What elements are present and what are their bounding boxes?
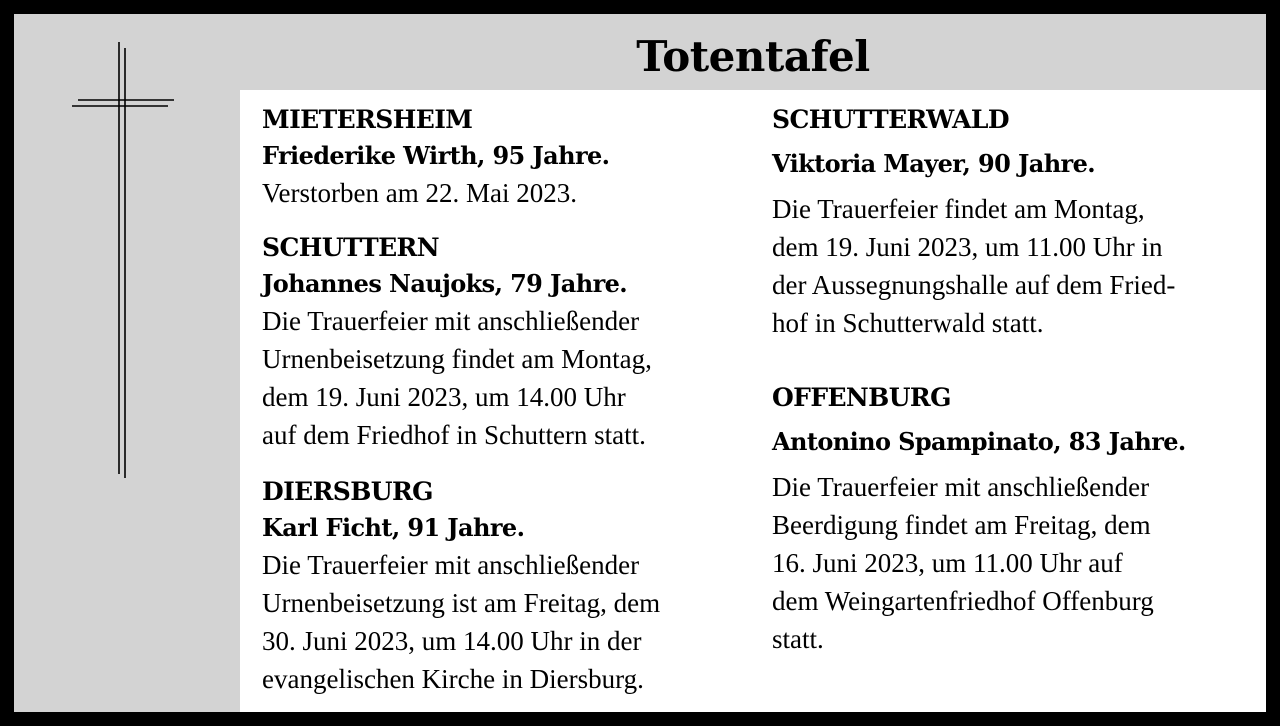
entry-text-line: Die Trauerfeier mit anschließender: [772, 472, 1150, 502]
entry-text-line: Die Trauerfeier mit anschließender: [262, 306, 640, 336]
obituary-panel: [14, 14, 1266, 712]
obituary-entry: [772, 380, 1252, 658]
entry-text-line: 30. Juni 2023, um 14.00 Uhr in der: [262, 626, 642, 656]
entry-text-line: hof in Schutterwald statt.: [772, 308, 1044, 338]
deceased-name: Antonino Spampinato, 83 Jahre.: [772, 427, 1186, 456]
deceased-name: Friederike Wirth, 95 Jahre.: [262, 141, 610, 170]
entry-text-line: Verstorben am 22. Mai 2023.: [262, 178, 577, 208]
entry-text-line: dem 19. Juni 2023, um 11.00 Uhr in: [772, 232, 1163, 262]
place-heading: SCHUTTERWALD: [772, 105, 1009, 134]
entry-text-line: Beerdigung findet am Freitag, dem: [772, 510, 1151, 540]
cross-icon-graphic: [70, 42, 180, 482]
entry-text-line: dem Weingartenfriedhof Offenburg: [772, 586, 1154, 616]
deceased-name: Karl Ficht, 91 Jahre.: [262, 513, 525, 542]
deceased-name: Johannes Naujoks, 79 Jahre.: [262, 269, 628, 298]
deceased-name: Viktoria Mayer, 90 Jahre.: [772, 149, 1096, 178]
entry-text-line: evangelischen Kirche in Diersburg.: [262, 664, 644, 694]
obituary-entry: [772, 102, 1252, 342]
obituary-entry: [262, 230, 742, 454]
entry-text-line: Die Trauerfeier mit anschließender: [262, 550, 640, 580]
obituary-entry: [262, 474, 742, 698]
entry-text-line: 16. Juni 2023, um 11.00 Uhr auf: [772, 548, 1123, 578]
place-heading: DIERSBURG: [262, 477, 433, 506]
place-heading: SCHUTTERN: [262, 233, 439, 262]
entry-text-line: der Aussegnungshalle auf dem Fried-: [772, 270, 1176, 300]
entry-text-line: auf dem Friedhof in Schuttern statt.: [262, 420, 646, 450]
place-heading: OFFENBURG: [772, 383, 951, 412]
entry-text-line: dem 19. Juni 2023, um 14.00 Uhr: [262, 382, 626, 412]
entry-text-line: statt.: [772, 624, 824, 654]
obituary-entry: [262, 102, 742, 212]
entry-text-line: Urnenbeisetzung ist am Freitag, dem: [262, 588, 661, 618]
entry-text-line: Urnenbeisetzung findet am Montag,: [262, 344, 652, 374]
place-heading: MIETERSHEIM: [262, 105, 473, 134]
page-title: Totentafel: [636, 32, 870, 81]
obituary-list: [240, 90, 1266, 712]
entry-text-line: Die Trauerfeier findet am Montag,: [772, 194, 1145, 224]
cross-icon: [70, 42, 180, 482]
